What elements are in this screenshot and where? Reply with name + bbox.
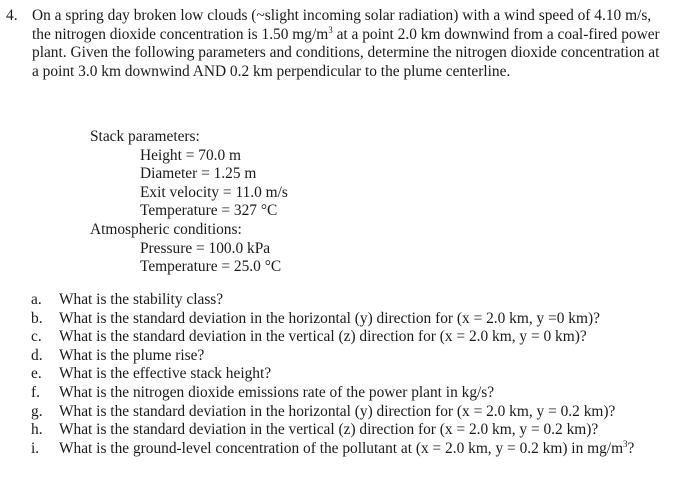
atmospheric-conditions-heading: Atmospheric conditions: bbox=[90, 220, 242, 238]
subquestion-letter: i. bbox=[31, 439, 40, 457]
subquestion-text: What is the plume rise? bbox=[59, 346, 205, 364]
subquestion-e bbox=[6, 365, 644, 384]
subquestion-tail: ? bbox=[627, 439, 635, 457]
subquestion-superscript: 3 bbox=[623, 438, 628, 449]
statement-superscript: 3 bbox=[328, 24, 333, 35]
subquestion-b bbox=[6, 310, 644, 329]
subquestion-text: What is the standard deviation in the horizontal (y) direction for (x = 2.0 km, y = 0.2 km)? bbox=[59, 402, 616, 420]
atm-pressure: Pressure = 100.0 kPa bbox=[140, 239, 271, 257]
subquestion-letter: c. bbox=[31, 328, 42, 346]
subquestion-list bbox=[6, 291, 666, 458]
subquestion-text: What is the nitrogen dioxide emissions rate of the power plant in kg/s? bbox=[59, 383, 495, 401]
subquestion-g bbox=[6, 403, 644, 422]
subquestion-letter: b. bbox=[31, 309, 43, 327]
subquestion-letter: f. bbox=[31, 383, 40, 401]
stack-exit-velocity: Exit velocity = 11.0 m/s bbox=[140, 183, 288, 201]
subquestion-letter: g. bbox=[31, 402, 43, 420]
subquestion-text: What is the standard deviation in the horizontal (y) direction for (x = 2.0 km, y =0 km)? bbox=[59, 309, 600, 327]
subquestion-a bbox=[6, 291, 644, 310]
problem-statement bbox=[32, 7, 660, 81]
stack-temperature: Temperature = 327 °C bbox=[140, 202, 278, 220]
subquestion-text: What is the ground-level concentration of the pollutant at (x = 2.0 km, y = 0.2 km) in mg/m bbox=[59, 439, 624, 457]
subquestion-h bbox=[6, 421, 644, 440]
stack-parameters-heading: Stack parameters: bbox=[90, 128, 200, 145]
problem-number: 4. bbox=[6, 7, 18, 24]
statement-text-2: at a point 2.0 km downwind from a coal-fired power plant. Given the following parameters and conditions, determine the nitrogen dioxide concentration at a point 3.0 km downwind AND 0.2 km perpendicular to the plume centerline. bbox=[32, 25, 660, 80]
subquestion-text: What is the standard deviation in the vertical (z) direction for (x = 2.0 km, y = 0 km)? bbox=[59, 328, 587, 346]
statement-text-1: On a spring day broken low clouds (~slight incoming solar radiation) with a wind speed of 4.10 m/s, the nitrogen dioxide concentration is 1.50 mg/m bbox=[32, 7, 652, 43]
subquestion-letter: h. bbox=[31, 421, 43, 439]
subquestion-text: What is the effective stack height? bbox=[59, 365, 272, 383]
subquestion-letter: d. bbox=[31, 346, 43, 364]
atm-temperature: Temperature = 25.0 °C bbox=[140, 258, 282, 276]
subquestion-f bbox=[6, 384, 644, 403]
parameters-block bbox=[90, 128, 288, 277]
stack-diameter: Diameter = 1.25 m bbox=[140, 165, 257, 183]
subquestion-d bbox=[6, 347, 644, 366]
subquestion-text: What is the stability class? bbox=[59, 291, 224, 308]
stack-height: Height = 70.0 m bbox=[140, 146, 242, 164]
subquestion-i bbox=[6, 440, 644, 459]
subquestion-text: What is the standard deviation in the vertical (z) direction for (x = 2.0 km, y = 0.2 km)? bbox=[59, 421, 599, 439]
subquestion-letter: a. bbox=[31, 291, 42, 308]
subquestion-c bbox=[6, 328, 644, 347]
problem-4 bbox=[6, 7, 666, 457]
subquestion-letter: e. bbox=[31, 365, 42, 383]
